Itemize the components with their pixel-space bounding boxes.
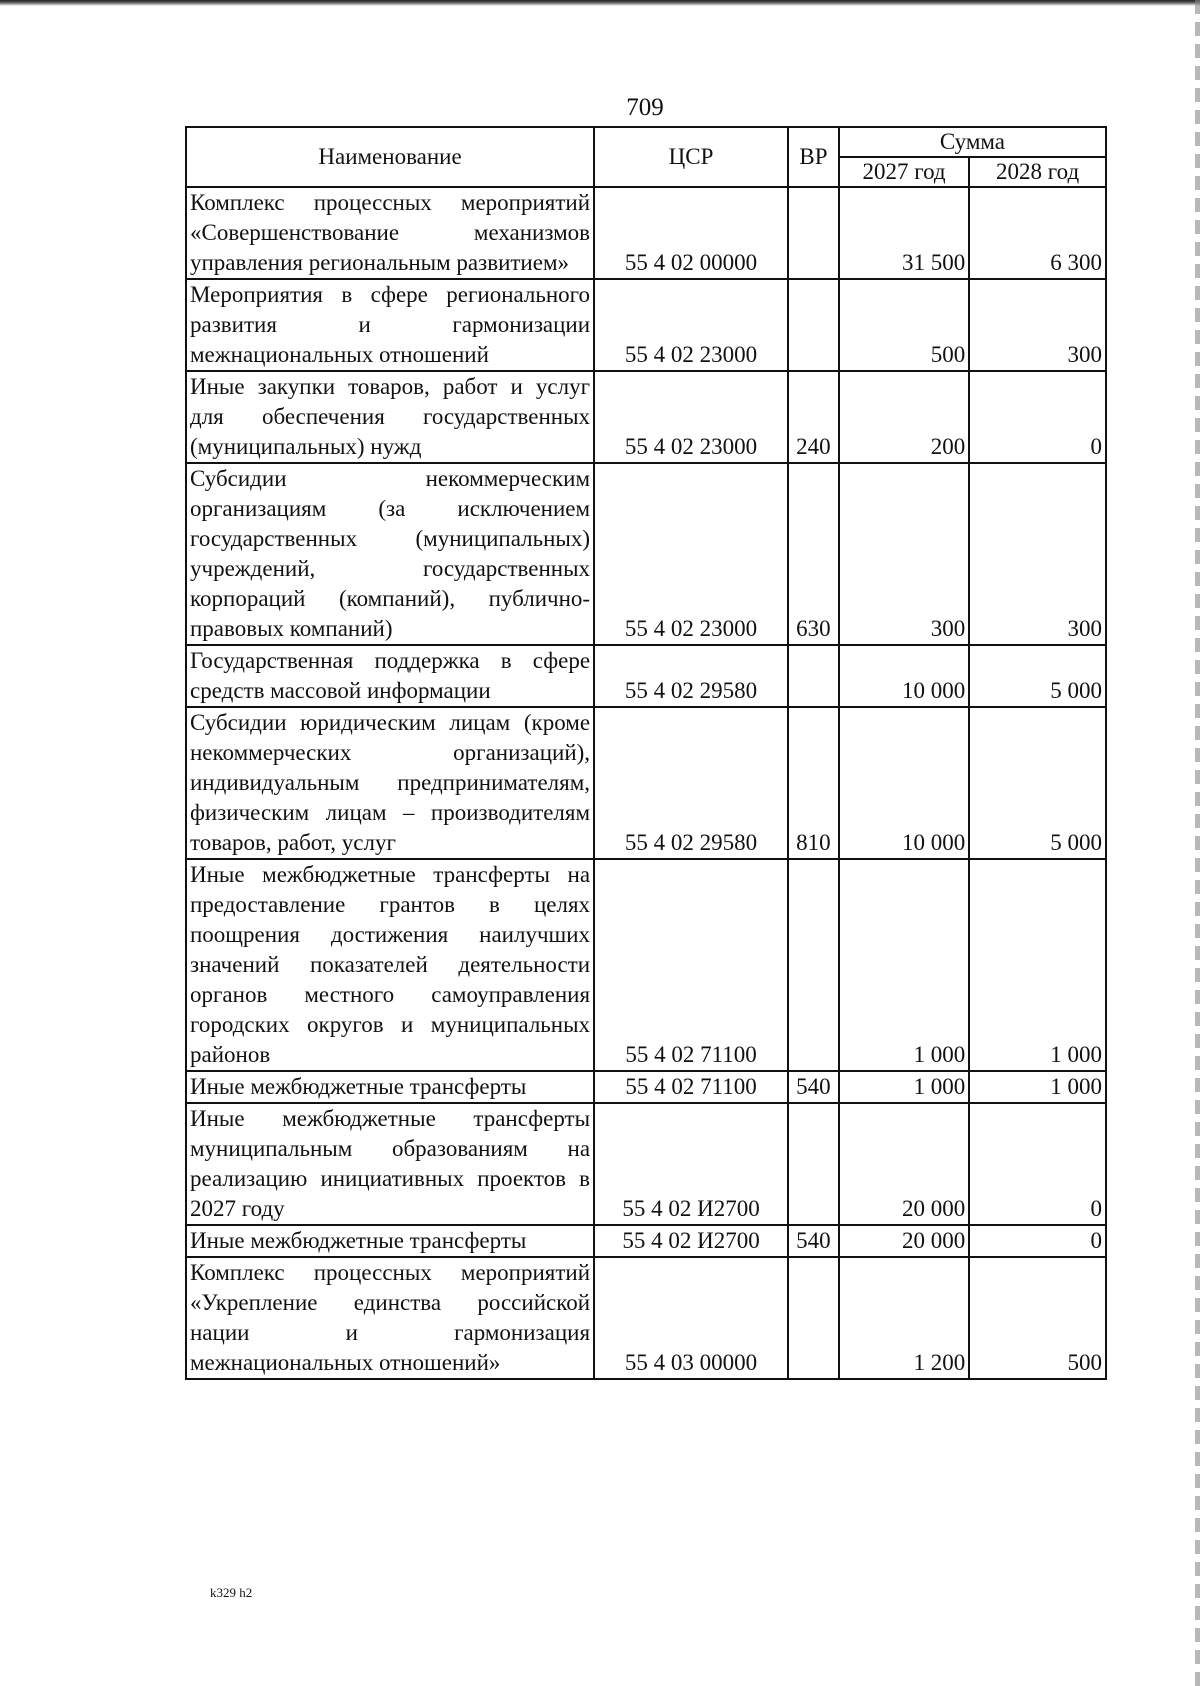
row-vr (788, 187, 839, 279)
row-name: Иные межбюджетные трансферты на предоставление грантов в целях поощрения достижения наилучших значений показателей деятельности органов местного самоуправления городских округов и муниципальных районов (186, 859, 594, 1071)
row-sum-2027: 20 000 (839, 1225, 969, 1257)
row-csr: 55 4 02 29580 (594, 707, 788, 859)
row-name: Государственная поддержка в сфере средств массовой информации (186, 645, 594, 707)
row-csr: 55 4 02 И2700 (594, 1225, 788, 1257)
row-vr: 630 (788, 463, 839, 645)
header-sum: Сумма (839, 127, 1106, 157)
page-number: 709 (626, 94, 664, 121)
table-row (186, 371, 1106, 463)
table-row (186, 1225, 1106, 1257)
row-name: Иные закупки товаров, работ и услуг для обеспечения государственных (муниципальных) нужд (186, 371, 594, 463)
row-sum-2027: 1 000 (839, 859, 969, 1071)
row-name: Иные межбюджетные трансферты (186, 1071, 594, 1103)
header-name: Наименование (186, 127, 594, 187)
row-sum-2028: 500 (969, 1257, 1106, 1379)
row-vr: 240 (788, 371, 839, 463)
row-vr: 810 (788, 707, 839, 859)
row-sum-2028: 300 (969, 279, 1106, 371)
row-csr: 55 4 02 71100 (594, 859, 788, 1071)
row-sum-2028: 300 (969, 463, 1106, 645)
row-csr: 55 4 02 00000 (594, 187, 788, 279)
row-name: Комплекс процессных мероприятий «Совершенствование механизмов управления региональным развитием» (186, 187, 594, 279)
row-sum-2027: 31 500 (839, 187, 969, 279)
table-row (186, 1257, 1106, 1379)
table-row (186, 187, 1106, 279)
row-sum-2028: 5 000 (969, 645, 1106, 707)
row-csr: 55 4 03 00000 (594, 1257, 788, 1379)
header-vr: ВР (788, 127, 839, 187)
table-row (186, 279, 1106, 371)
row-sum-2028: 6 300 (969, 187, 1106, 279)
header-year-2027: 2027 год (839, 157, 969, 187)
table-row (186, 1071, 1106, 1103)
row-sum-2027: 10 000 (839, 707, 969, 859)
row-name: Иные межбюджетные трансферты муниципальным образованиям на реализацию инициативных проектов в 2027 году (186, 1103, 594, 1225)
row-sum-2027: 200 (839, 371, 969, 463)
row-vr (788, 1103, 839, 1225)
table-row (186, 645, 1106, 707)
row-name: Субсидии юридическим лицам (кроме некоммерческих организаций), индивидуальным предпринимателям, физическим лицам – производителям товаров, работ, услуг (186, 707, 594, 859)
row-sum-2028: 0 (969, 1225, 1106, 1257)
header-year-2028: 2028 год (969, 157, 1106, 187)
row-sum-2027: 500 (839, 279, 969, 371)
header-row-top (186, 127, 1106, 157)
row-vr: 540 (788, 1225, 839, 1257)
header-csr: ЦСР (594, 127, 788, 187)
row-vr (788, 279, 839, 371)
row-sum-2028: 1 000 (969, 859, 1106, 1071)
row-vr (788, 859, 839, 1071)
row-csr: 55 4 02 71100 (594, 1071, 788, 1103)
table-row (186, 707, 1106, 859)
row-name: Комплекс процессных мероприятий «Укрепление единства российской нации и гармонизация межнациональных отношений» (186, 1257, 594, 1379)
table-row (186, 1103, 1106, 1225)
row-sum-2028: 0 (969, 1103, 1106, 1225)
row-sum-2027: 1 200 (839, 1257, 969, 1379)
row-sum-2027: 300 (839, 463, 969, 645)
row-csr: 55 4 02 29580 (594, 645, 788, 707)
scan-edge-right (1195, 0, 1200, 1686)
row-vr: 540 (788, 1071, 839, 1103)
table-row (186, 859, 1106, 1071)
row-sum-2028: 1 000 (969, 1071, 1106, 1103)
row-sum-2027: 10 000 (839, 645, 969, 707)
footer-code: k329 h2 (210, 1585, 253, 1600)
row-name: Иные межбюджетные трансферты (186, 1225, 594, 1257)
row-csr: 55 4 02 И2700 (594, 1103, 788, 1225)
row-sum-2028: 5 000 (969, 707, 1106, 859)
row-vr (788, 645, 839, 707)
row-csr: 55 4 02 23000 (594, 279, 788, 371)
row-name: Мероприятия в сфере регионального развития и гармонизации межнациональных отношений (186, 279, 594, 371)
row-sum-2028: 0 (969, 371, 1106, 463)
row-vr (788, 1257, 839, 1379)
scan-edge-top (0, 0, 1200, 6)
table-row (186, 463, 1106, 645)
row-csr: 55 4 02 23000 (594, 463, 788, 645)
row-sum-2027: 20 000 (839, 1103, 969, 1225)
row-csr: 55 4 02 23000 (594, 371, 788, 463)
row-name: Субсидии некоммерческим организациям (за исключением государственных (муниципальных) учреждений, государственных корпораций (компаний), публично-правовых компаний) (186, 463, 594, 645)
row-sum-2027: 1 000 (839, 1071, 969, 1103)
budget-table (185, 126, 1107, 1380)
